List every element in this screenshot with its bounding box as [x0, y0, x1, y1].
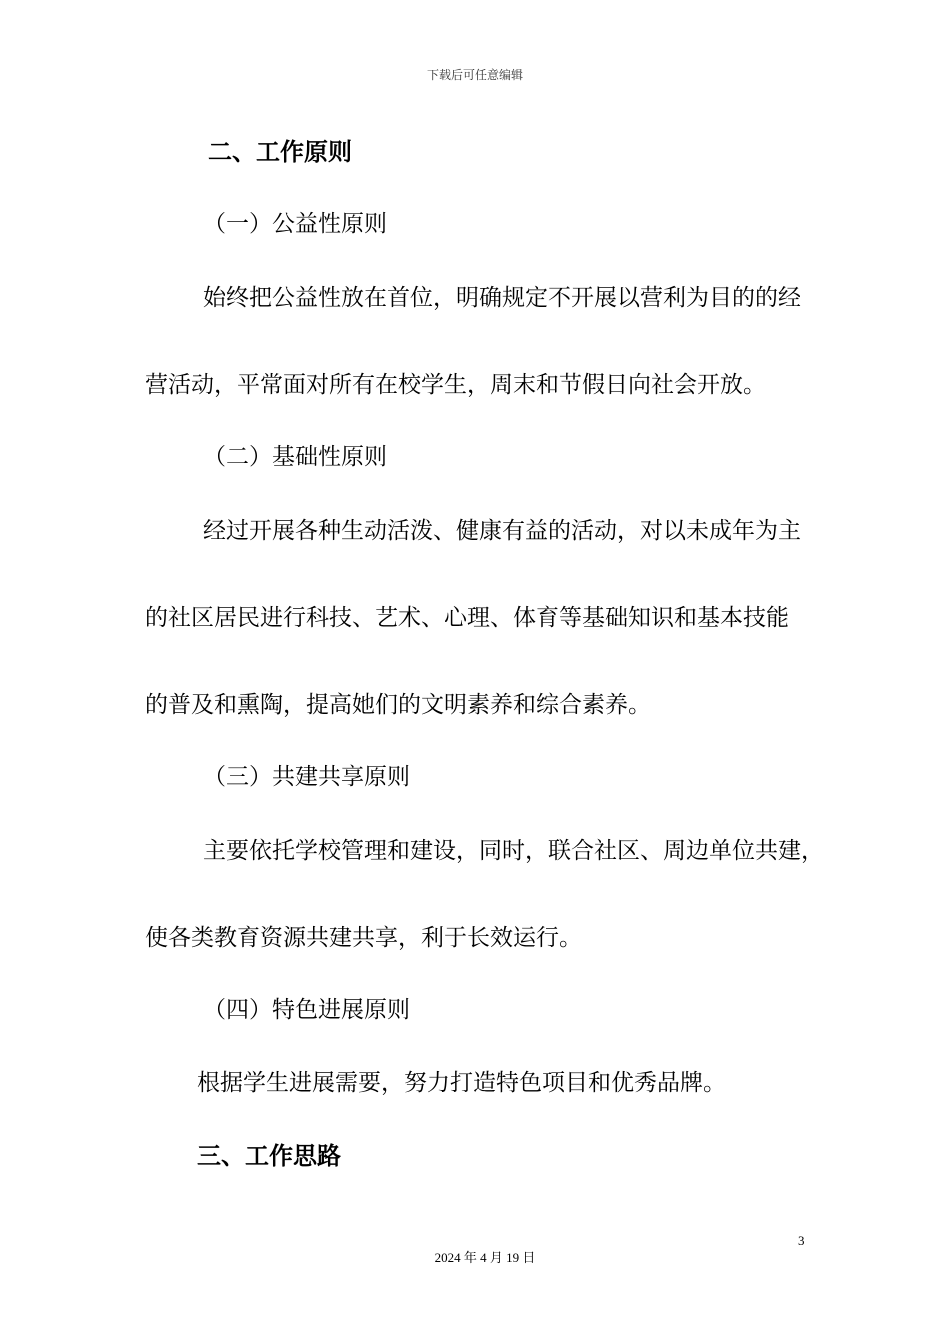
paragraph-line: 的社区居民进行科技、艺术、心理、体育等基础知识和基本技能: [145, 605, 789, 631]
paragraph-line: 始终把公益性放在首位，明确规定不开展以营利为目的的经: [203, 285, 801, 311]
paragraph-line: 主要依托学校管理和建设，同时，联合社区、周边单位共建，: [203, 838, 824, 864]
footer-date: 2024 年 4 月 19 日: [434, 1250, 536, 1265]
paragraph-line: 经过开展各种生动活泼、健康有益的活动，对以未成年为主: [203, 518, 801, 544]
paragraph-line: 根据学生进展需要，努力打造特色项目和优秀品牌。: [197, 1070, 726, 1096]
page-header: 下载后可任意编辑: [426, 68, 523, 82]
page-number: 3: [798, 1233, 805, 1248]
section-heading-work-approach: 三、工作思路: [197, 1142, 341, 1170]
paragraph-line: 的普及和熏陶，提高她们的文明素养和综合素养。: [145, 692, 651, 718]
subheading-co-construction: （三）共建共享原则: [203, 764, 410, 790]
paragraph-line: 使各类教育资源共建共享，利于长效运行。: [145, 925, 582, 951]
subheading-foundational: （二）基础性原则: [203, 444, 387, 470]
section-heading-work-principles: 二、工作原则: [208, 138, 352, 166]
subheading-public-welfare: （一）公益性原则: [203, 211, 387, 237]
subheading-distinctive: （四）特色进展原则: [203, 997, 410, 1023]
paragraph-line: 营活动，平常面对所有在校学生，周末和节假日向社会开放。: [145, 372, 766, 398]
